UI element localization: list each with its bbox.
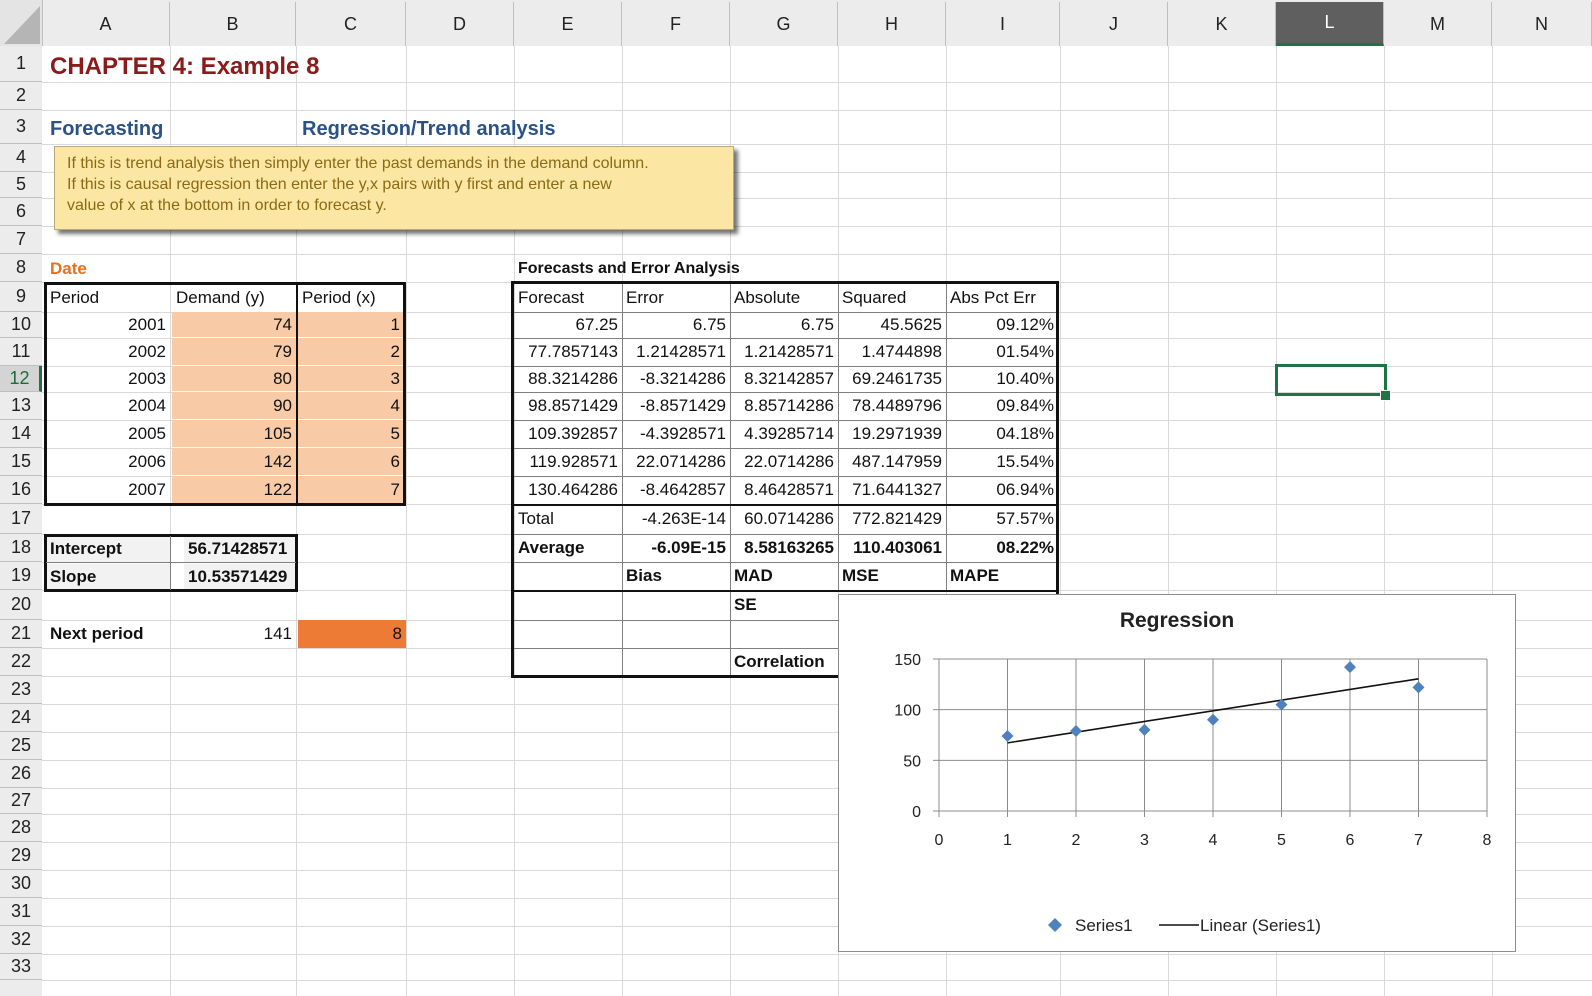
error-table-cell[interactable]: 1.4744898 [861,342,942,361]
select-all-triangle-icon [0,0,42,46]
period-x-header: Period (x) [302,288,376,307]
gridline-row-8 [42,282,1592,283]
error-table-cell[interactable]: 130.464286 [528,480,618,499]
demand-input-cell[interactable]: 79 [172,338,296,365]
chart-x-tick-label: 1 [1003,832,1012,849]
error-header: Error [626,288,664,307]
error-table-cell[interactable]: -8.3214286 [639,369,726,388]
absolute-header: Absolute [734,288,801,307]
row-header-20[interactable]: 20 [0,590,42,620]
row-header-12[interactable]: 12 [0,366,42,392]
error-table-cell[interactable]: 109.392857 [528,424,618,443]
intercept-label: Intercept [46,536,170,562]
squared-header: Squared [842,288,907,307]
period-x-input-cell[interactable]: 1 [298,312,404,337]
column-header-g[interactable]: G [730,2,838,46]
error-table-cell[interactable]: 6.75 [692,315,726,334]
column-header-e[interactable]: E [514,2,622,46]
next-period-forecast[interactable]: 141 [263,624,292,643]
row-header-6[interactable]: 6 [0,198,42,226]
error-table-cell[interactable]: 71.6441327 [852,480,942,499]
total-value[interactable]: -4.263E-14 [641,509,726,528]
error-table-average-rule [513,590,1057,592]
error-table-hline [513,366,1057,367]
row-header-11[interactable]: 11 [0,338,42,366]
legend-series1-label: Series1 [1075,916,1133,935]
chart-data-point [1139,724,1151,736]
period-x-input-cell[interactable]: 7 [298,476,404,503]
demand-input-cell[interactable]: 80 [172,366,296,391]
error-table-title: Forecasts and Error Analysis [518,260,740,277]
row-header-18[interactable]: 18 [0,534,42,562]
total-value[interactable]: 57.57% [996,509,1054,528]
chart-y-tick-label: 100 [894,702,921,720]
error-table-cell[interactable]: 04.18% [996,424,1054,443]
error-table-cell[interactable]: 8.32142857 [744,369,834,388]
row-header-5[interactable]: 5 [0,172,42,198]
coefficients-divider-h [46,562,296,563]
legend-linear-label: Linear (Series1) [1200,916,1321,935]
column-header-c[interactable]: C [296,2,406,46]
chart-x-tick-label: 7 [1414,832,1423,849]
date-label: Date [50,259,87,278]
column-header-m[interactable]: M [1384,2,1492,46]
correlation-label: Correlation [734,652,825,671]
active-cell-selection[interactable] [1275,364,1387,396]
error-table-cell[interactable]: 1.21428571 [636,342,726,361]
row-header-14[interactable]: 14 [0,420,42,448]
error-table-cell[interactable]: 06.94% [996,480,1054,499]
regression-heading: Regression/Trend analysis [302,117,556,140]
error-table-cell[interactable]: 8.46428571 [744,480,834,499]
period-year-cell[interactable]: 2002 [128,342,166,361]
error-table-cell[interactable]: 67.25 [575,315,618,334]
demand-header: Demand (y) [176,288,265,307]
bias-label: Bias [626,566,662,585]
chart-y-tick-label: 150 [894,652,921,669]
row-header-16[interactable]: 16 [0,476,42,504]
gridline-row-32 [42,954,1592,955]
period-x-input-cell[interactable]: 6 [298,448,404,475]
mad-label: MAD [734,566,773,585]
error-table-cell[interactable]: 15.54% [996,452,1054,471]
forecasting-label: Forecasting [50,117,164,140]
average-value[interactable]: 08.22% [996,538,1054,557]
column-header-l[interactable]: L [1276,2,1384,46]
row-header-30[interactable]: 30 [0,870,42,898]
column-header-f[interactable]: F [622,2,730,46]
chart-data-point [1002,730,1014,742]
period-year-cell[interactable]: 2007 [128,480,166,499]
average-value[interactable]: 110.403061 [853,538,942,557]
error-table-cell[interactable]: -8.4642857 [639,480,726,499]
error-table-cell[interactable]: 8.85714286 [744,396,834,415]
chart-data-point [1413,681,1425,693]
row-header-17[interactable]: 17 [0,504,42,534]
coefficients-divider-v [170,536,171,590]
period-x-input-cell[interactable]: 2 [298,338,404,365]
period-header: Period [50,288,100,307]
se-label: SE [734,595,757,614]
mape-label: MAPE [950,566,1000,585]
error-table-cell[interactable]: 10.40% [996,369,1054,388]
error-table-vline [622,283,623,676]
column-header-j[interactable]: J [1060,2,1168,46]
row-header-3[interactable]: 3 [0,110,42,144]
row-header-22[interactable]: 22 [0,648,42,676]
error-table-vline [946,283,947,592]
row-header-28[interactable]: 28 [0,814,42,842]
error-table-cell[interactable]: -4.3928571 [639,424,726,443]
error-table-cell[interactable]: 09.84% [996,396,1054,415]
sheet-title: CHAPTER 4: Example 8 [50,53,320,80]
row-header-2[interactable]: 2 [0,82,42,110]
row-header-33[interactable]: 33 [0,954,42,980]
column-header-h[interactable]: H [838,2,946,46]
select-all-corner[interactable] [0,0,43,46]
chart-data-point [1070,725,1082,737]
error-table-cell[interactable]: -8.8571429 [639,396,726,415]
next-period-x-input[interactable]: 8 [298,620,406,648]
error-table-hline [513,338,1057,339]
column-header-k[interactable]: K [1168,2,1276,46]
row-header-7[interactable]: 7 [0,226,42,254]
period-year-cell[interactable]: 2004 [128,396,166,415]
error-table-hline [513,420,1057,421]
error-table-cell[interactable]: 01.54% [996,342,1054,361]
gridline-row-2 [42,110,1592,111]
chart-x-tick-label: 8 [1482,832,1492,849]
average-value[interactable]: -6.09E-15 [651,538,726,557]
total-value[interactable]: 60.0714286 [744,509,834,528]
error-table-hline [513,312,1057,313]
chart-x-tick-label: 4 [1208,832,1218,849]
chart-x-tick-label: 3 [1140,832,1149,849]
chart-x-tick-label: 6 [1345,832,1355,849]
row-header-1[interactable]: 1 [0,46,42,82]
error-table-hline [513,562,1057,563]
intercept-value[interactable]: 56.71428571 [184,536,296,562]
demand-input-cell[interactable]: 105 [172,420,296,447]
error-table-hline [513,476,1057,477]
gridline-row-7 [42,254,1592,255]
error-table-total-rule [513,504,1057,506]
average-label: Average [518,538,585,557]
error-table-cell[interactable]: 119.928571 [529,452,618,471]
error-table-hline [513,448,1057,449]
mse-label: MSE [842,566,879,585]
error-table-cell[interactable]: 09.12% [996,315,1054,334]
row-header-9[interactable]: 9 [0,282,42,312]
chart-x-tick-label: 2 [1071,832,1081,849]
error-table-cell[interactable]: 77.7857143 [528,342,618,361]
error-table-vline [838,283,839,592]
error-table-cell[interactable]: 4.39285714 [744,424,834,443]
error-table-hline [513,648,838,649]
column-header-n[interactable]: N [1492,2,1592,46]
row-header-29[interactable]: 29 [0,842,42,870]
chart-x-tick-label: 5 [1277,832,1286,849]
error-table-cell[interactable]: 1.21428571 [744,342,834,361]
chart-data-point [1207,714,1219,726]
error-table-hline [513,534,1057,535]
period-x-input-cell[interactable]: 4 [298,392,404,419]
error-table-cell[interactable]: 88.3214286 [528,369,618,388]
error-table-cell[interactable]: 22.0714286 [744,452,834,471]
column-header-a[interactable]: A [42,2,170,46]
row-header-27[interactable]: 27 [0,788,42,814]
gridline-row-33 [42,980,1592,981]
column-header-b[interactable]: B [170,2,296,46]
next-period-label: Next period [50,624,144,643]
row-header-19[interactable]: 19 [0,562,42,590]
chart-data-point [1344,661,1356,673]
period-year-cell[interactable]: 2006 [128,452,166,471]
period-year-cell[interactable]: 2003 [128,369,166,388]
period-year-cell[interactable]: 2001 [128,315,166,334]
demand-input-cell[interactable]: 90 [172,392,296,419]
total-value[interactable]: 772.821429 [852,509,942,528]
error-table-cell[interactable]: 19.2971939 [852,424,942,443]
period-year-cell[interactable]: 2005 [128,424,166,443]
forecast-header: Forecast [518,288,585,307]
error-table-hline [513,620,838,621]
column-header-d[interactable]: D [406,2,514,46]
chart-title: Regression [1119,609,1235,632]
regression-chart-svg [839,595,1515,951]
error-table-cell[interactable]: 6.75 [800,315,834,334]
error-table-vline [730,283,731,676]
row-header-24[interactable]: 24 [0,704,42,732]
demand-input-cell[interactable]: 122 [172,476,296,503]
error-table-cell[interactable]: 487.147959 [852,452,942,471]
row-header-23[interactable]: 23 [0,676,42,704]
gridline-row-1 [42,82,1592,83]
abs-pct-err-header: Abs Pct Err [950,288,1036,307]
period-x-input-cell[interactable]: 3 [298,366,404,391]
period-x-input-cell[interactable]: 5 [298,420,404,447]
input-table-divider [296,282,298,506]
chart-y-tick-label: 50 [903,753,921,771]
fill-handle[interactable] [1380,390,1391,401]
slope-value[interactable]: 10.53571429 [184,564,296,590]
demand-input-cell[interactable]: 142 [172,448,296,475]
average-value[interactable]: 8.58163265 [744,538,834,557]
row-header-4[interactable]: 4 [0,144,42,172]
error-table-cell[interactable]: 98.8571429 [528,396,618,415]
demand-input-cell[interactable]: 74 [172,312,296,337]
chart-y-tick-label: 0 [912,804,921,821]
error-table-cell[interactable]: 45.5625 [880,315,942,334]
row-header-21[interactable]: 21 [0,620,42,648]
error-table-cell[interactable]: 78.4489796 [852,396,942,415]
error-table-cell[interactable]: 22.0714286 [636,452,726,471]
total-label: Total [518,509,554,528]
column-header-i[interactable]: I [946,2,1060,46]
row-header-13[interactable]: 13 [0,392,42,420]
error-table-cell[interactable]: 69.2461735 [852,369,942,388]
row-header-25[interactable]: 25 [0,732,42,760]
row-header-10[interactable]: 10 [0,312,42,338]
row-header-32[interactable]: 32 [0,926,42,954]
slope-label: Slope [46,564,170,590]
regression-chart[interactable] [838,594,1516,952]
row-header-26[interactable]: 26 [0,760,42,788]
chart-x-tick-label: 0 [934,832,944,849]
row-header-8[interactable]: 8 [0,254,42,282]
error-table-hline [513,392,1057,393]
row-header-15[interactable]: 15 [0,448,42,476]
row-header-31[interactable]: 31 [0,898,42,926]
cell-comment-note[interactable]: If this is trend analysis then simply enter the past demands in the demand column. If this is causal regression then enter the y,x pairs with y first and enter a new value of x at the bottom in order to forecast y. [54,146,734,230]
legend-series1-marker [1048,918,1062,932]
gridline-row-3 [42,144,1592,145]
